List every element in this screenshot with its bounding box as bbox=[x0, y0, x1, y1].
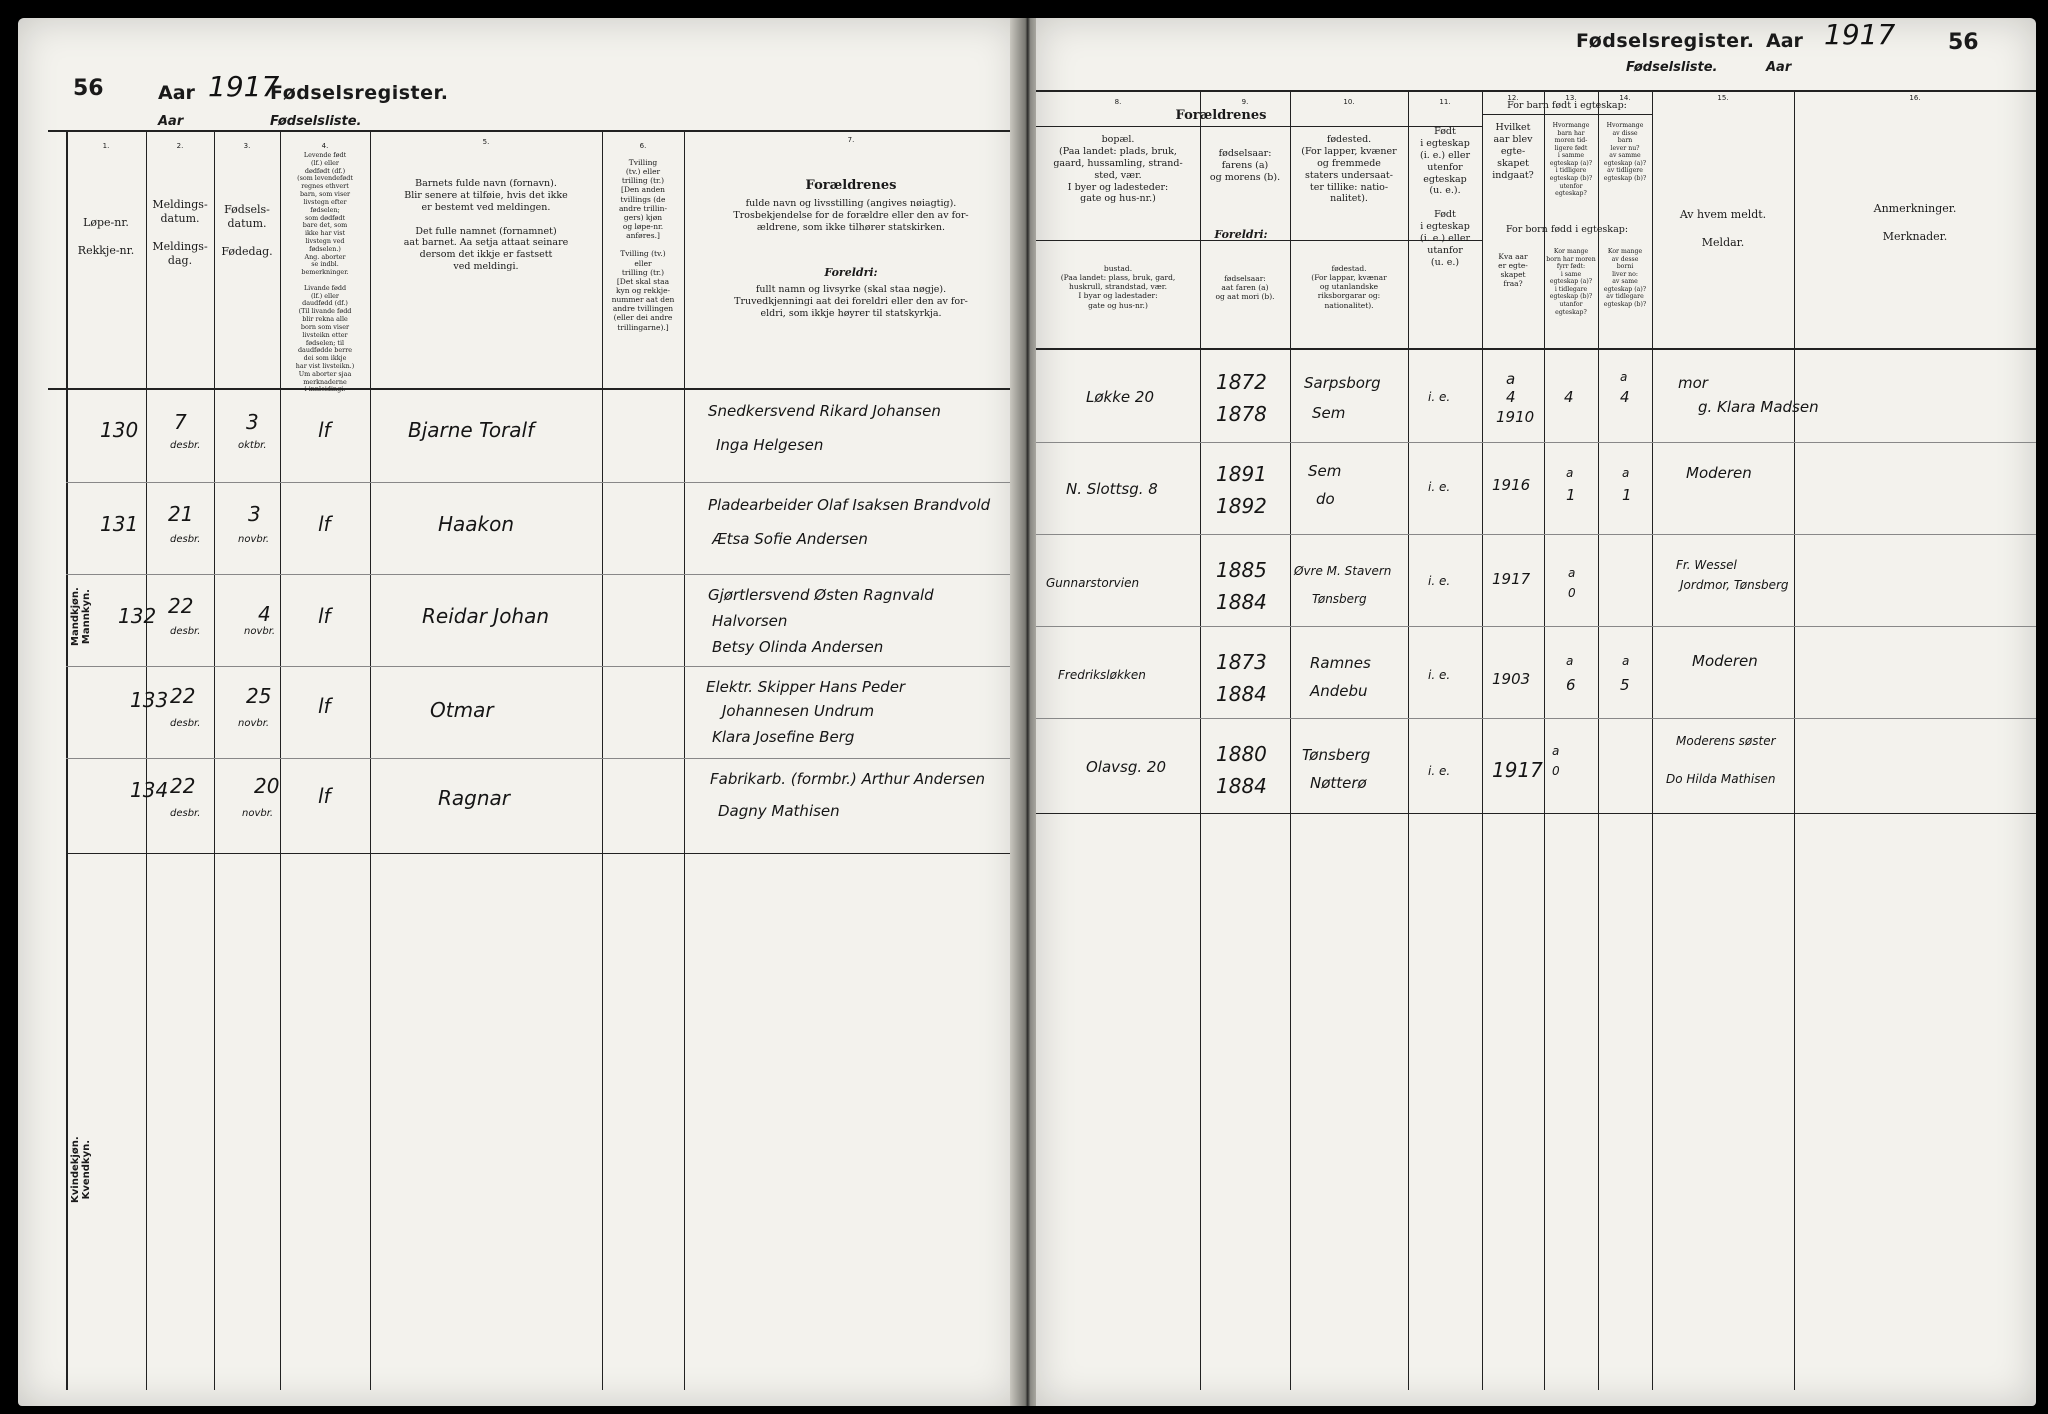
birth-day: 3 bbox=[248, 502, 261, 526]
col-number: 10. bbox=[1343, 98, 1355, 106]
column-rule bbox=[370, 130, 371, 1390]
children-born: 0 bbox=[1568, 586, 1576, 600]
row-rule bbox=[1036, 442, 2036, 443]
col-header-aar-egteskap: Hvilket aar blev egte- skapet indgaat? bbox=[1492, 122, 1534, 181]
father-birth-year: 1880 bbox=[1216, 742, 1267, 766]
col-header-fodestad: fødestad. (For lappar, kvænar og utanlandske riksborgarar og: nationalitet). bbox=[1311, 264, 1387, 310]
melding-month: desbr. bbox=[170, 626, 201, 637]
col-header-lopenr: Løpe-nr. Rekkje-nr. bbox=[77, 216, 135, 258]
column-rule bbox=[1482, 90, 1483, 1390]
column-rule bbox=[1290, 90, 1291, 1390]
col-header-tidligere-barn: Hvormange barn har moren tid- ligere født i samme egteskap (a)? i tidligere egteskap (b)? utenfor egteskap? bbox=[1549, 122, 1593, 198]
register-title: Fødselsregister. bbox=[270, 82, 449, 104]
parent-father: Fabrikarb. (formbr.) Arthur Andersen bbox=[710, 770, 986, 788]
reported-by: Moderen bbox=[1692, 652, 1758, 670]
col-number: 15. bbox=[1717, 94, 1729, 102]
row-rule bbox=[1036, 626, 2036, 627]
children-born: 1 bbox=[1566, 486, 1576, 504]
year-label: Aar bbox=[1766, 30, 1803, 52]
father-birthplace: Sem bbox=[1308, 462, 1342, 480]
children-born: 6 bbox=[1566, 676, 1576, 694]
birth-status: lf bbox=[318, 418, 331, 442]
mother-birthplace: Nøtterø bbox=[1310, 774, 1367, 792]
child-name: Ragnar bbox=[438, 786, 511, 810]
page-number: 56 bbox=[73, 76, 104, 101]
birth-month: novbr. bbox=[238, 534, 270, 545]
group-header-egteskap: For barn født i egteskap: bbox=[1507, 100, 1627, 111]
birth-day: 3 bbox=[246, 410, 259, 434]
row-rule bbox=[66, 574, 1018, 575]
child-name: Reidar Johan bbox=[422, 604, 550, 628]
column-rule bbox=[280, 130, 281, 1390]
children-born: 4 bbox=[1564, 388, 1574, 406]
children-born-a: a 4 bbox=[1506, 370, 1516, 406]
column-rule bbox=[1200, 90, 1201, 1390]
residence: Fredriksløkken bbox=[1058, 668, 1146, 682]
col-header-liver-no: Kor mange av desse borni liver no: av same egteskap (a)? av tidlegare egteskap (b)? bbox=[1603, 248, 1647, 308]
section-divider bbox=[66, 853, 1018, 854]
mother-birth-year: 1892 bbox=[1216, 494, 1267, 518]
col-header-kva-aar: Kva aar er egte- skapet fraa? bbox=[1498, 252, 1528, 289]
column-rule bbox=[684, 130, 685, 1390]
mother-birthplace: Sem bbox=[1312, 404, 1346, 422]
column-rule bbox=[1598, 90, 1599, 1390]
side-label-female: Kvindekjøn. Kvendkyn. bbox=[70, 1136, 92, 1203]
birth-status: lf bbox=[318, 512, 331, 536]
reported-by: mor bbox=[1678, 374, 1708, 392]
col-header-meldt: Av hvem meldt. Meldar. bbox=[1679, 208, 1767, 250]
melding-month: desbr. bbox=[170, 440, 201, 451]
row-rule bbox=[66, 758, 1018, 759]
birth-day: 20 bbox=[254, 774, 280, 798]
col-number: 7. bbox=[847, 136, 855, 144]
row-rule bbox=[1036, 718, 2036, 719]
col-number: 3. bbox=[243, 142, 251, 150]
reported-by: Moderen bbox=[1686, 464, 1752, 482]
birth-status: lf bbox=[318, 694, 331, 718]
child-name: Haakon bbox=[438, 512, 515, 536]
children-alive: 5 bbox=[1620, 676, 1630, 694]
father-birthplace: Sarpsborg bbox=[1304, 374, 1381, 392]
parent-father-cont: Johannesen Undrum bbox=[722, 702, 875, 720]
residence: Løkke 20 bbox=[1086, 388, 1154, 406]
group-header-foraeldrenes: Forældrenes bbox=[1175, 108, 1267, 123]
residence: Gunnarstorvien bbox=[1046, 576, 1140, 590]
entry-number: 134 bbox=[130, 778, 169, 802]
in-wedlock: i. e. bbox=[1428, 480, 1451, 494]
mother-birth-year: 1878 bbox=[1216, 402, 1267, 426]
col-header-fodested: fødested. (For lapper, kvæner og fremmede staters undersaat- ter tillike: natio- nalitet). bbox=[1301, 134, 1397, 205]
father-birthplace: Ramnes bbox=[1310, 654, 1371, 672]
col-header-foreldri-title: Foreldri: bbox=[824, 266, 878, 279]
children-born-a: a bbox=[1566, 466, 1574, 480]
column-rule bbox=[1408, 90, 1409, 1390]
children-alive-a: a bbox=[1620, 370, 1628, 384]
col-number: 12. bbox=[1507, 94, 1519, 102]
column-rule bbox=[602, 130, 603, 1390]
marriage-year: 1917 bbox=[1492, 758, 1543, 782]
col-number: 9. bbox=[1241, 98, 1249, 106]
reported-by: Moderens søster bbox=[1676, 734, 1776, 748]
mother-birthplace: do bbox=[1316, 490, 1335, 508]
header-bottom-rule bbox=[48, 388, 1018, 390]
group-header-foreldri: Foreldri: bbox=[1214, 228, 1268, 241]
birth-month: novbr. bbox=[238, 718, 270, 729]
marriage-year: 1903 bbox=[1492, 670, 1531, 688]
col-header-tvilling: Tvilling (tv.) eller trilling (tr.) [Den anden tvillings (de andre trillin- gers) kjøn og løpe-nr. anføres.] Tvilling (tv.) eller trilling (tr.) [Det skal staa kyn og rekkje- nummer aat den andre tvillingen (eller dei andre trillingarne).] bbox=[611, 158, 675, 332]
parent-father: Gjørtlersvend Østen Ragnvald bbox=[708, 586, 934, 604]
col-header-bopael: bopæl. (Paa landet: plads, bruk, gaard, hussamling, strand- sted, vær. I byer og ladesteder: gate og hus-nr.) bbox=[1053, 134, 1183, 205]
children-born-a: a bbox=[1566, 654, 1574, 668]
marriage-year: 1916 bbox=[1492, 476, 1531, 494]
year-label-sub: Aar bbox=[158, 114, 184, 129]
col-number: 11. bbox=[1439, 98, 1451, 106]
col-header-foraeldrenes: fulde navn og livsstilling (angives nøiagtig). Trosbekjendelse for de forældre eller den av for- ældrene, som ikke tilhører statskirken. bbox=[733, 198, 969, 233]
mother-birth-year: 1884 bbox=[1216, 774, 1267, 798]
birth-day: 25 bbox=[246, 684, 272, 708]
col-header-foreldri: fullt namn og livsyrke (skal staa nøgje). Truvedkjenningi aat dei foreldri eller den av for- eldri, som ikkje høyrer til statskyrkja. bbox=[734, 284, 968, 319]
father-birthplace: Tønsberg bbox=[1302, 746, 1371, 764]
col-header-fodselsaar-nn: fødselsaar: aat faren (a) og aat mori (b). bbox=[1215, 274, 1275, 302]
year-label-sub: Aar bbox=[1766, 60, 1792, 75]
column-rule bbox=[1544, 90, 1545, 1390]
father-birthplace: Øvre M. Stavern bbox=[1294, 564, 1392, 578]
mother-birth-year: 1884 bbox=[1216, 682, 1267, 706]
side-label-male: Mandkjøn. Mannkyn. bbox=[70, 587, 92, 646]
parent-father: Snedkersvend Rikard Johansen bbox=[708, 402, 941, 420]
children-born-a: a bbox=[1568, 566, 1576, 580]
group-header-egteskap-nn: For born fødd i egteskap: bbox=[1505, 224, 1629, 235]
register-subtitle: Fødselsliste. bbox=[1626, 60, 1718, 75]
col-header-fodselsaar: fødselsaar: farens (a) og morens (b). bbox=[1209, 148, 1281, 183]
col-number: 4. bbox=[321, 142, 329, 150]
child-name: Otmar bbox=[430, 698, 494, 722]
parent-mother: Betsy Olinda Andersen bbox=[712, 638, 884, 656]
melding-month: desbr. bbox=[170, 718, 201, 729]
col-header-foraeldrenes-title: Forældrenes bbox=[805, 178, 897, 193]
column-rule bbox=[66, 130, 68, 1390]
father-birth-year: 1872 bbox=[1216, 370, 1267, 394]
column-rule bbox=[1652, 90, 1653, 1390]
col-number: 8. bbox=[1114, 98, 1122, 106]
year-label: Aar bbox=[158, 82, 195, 104]
register-title: Fødselsregister. bbox=[1576, 30, 1755, 52]
col-number: 2. bbox=[176, 142, 184, 150]
entry-number: 133 bbox=[130, 688, 169, 712]
children-alive-a: a bbox=[1622, 654, 1630, 668]
in-wedlock: i. e. bbox=[1428, 574, 1451, 588]
col-number: 5. bbox=[482, 138, 490, 146]
birth-month: oktbr. bbox=[238, 440, 267, 451]
parent-mother: Inga Helgesen bbox=[716, 436, 824, 454]
birth-status: lf bbox=[318, 604, 331, 628]
remarks: g. Klara Madsen bbox=[1698, 398, 1819, 416]
mother-birthplace: Tønsberg bbox=[1312, 592, 1367, 606]
parent-mother: Ætsa Sofie Andersen bbox=[712, 530, 868, 548]
row-rule bbox=[66, 666, 1018, 667]
entry-number: 130 bbox=[100, 418, 139, 442]
col-header-levende-fodt: Levende født (lf.) eller dødfødt (df.) (som levendefødt regnes ethvert barn, som viser livstegn efter fødselen; som dødfødt bare det, som ikke har vist livstegn ved fødselen.) Ang. aborter se indbl. bemerkninger. Livande fødd (lf.) eller daudfødd (df.) (Til livande fødd blir rekna alle born som viser livsteikn etter fødselen; til daudfødde berre dei som ikkje har vist livsteikn.) Um aborter sjaa merknaderne i innleidingi. bbox=[295, 151, 355, 394]
col-number: 1. bbox=[102, 142, 110, 150]
section-divider bbox=[1036, 813, 2036, 814]
remarks: Jordmor, Tønsberg bbox=[1680, 578, 1789, 592]
children-born-a: a bbox=[1552, 744, 1560, 758]
birth-day: 4 bbox=[258, 602, 271, 626]
header-top-rule bbox=[48, 130, 1018, 132]
col-header-egteskap: Født i egteskap (i. e.) eller utenfor egteskap (u. e.). Født i egteskap (i. e.) eller utanfor (u. e.) bbox=[1419, 126, 1470, 268]
in-wedlock: i. e. bbox=[1428, 390, 1451, 404]
child-name: Bjarne Toralf bbox=[408, 418, 535, 442]
birth-month: novbr. bbox=[244, 626, 276, 637]
in-wedlock: i. e. bbox=[1428, 668, 1451, 682]
melding-day: 22 bbox=[170, 684, 196, 708]
year-handwritten: 1917 bbox=[1824, 18, 1896, 51]
parent-father-cont: Halvorsen bbox=[712, 612, 788, 630]
col-header-barnets-navn: Barnets fulde navn (fornavn). Blir senere at tilføie, hvis det ikke er bestemt ved meldingen. Det fulle namnet (fornamnet) aat barnet. Aa setja attaat seinare dersom det ikkje er fastsett ved meldingi. bbox=[403, 178, 569, 273]
col-header-lever-nu: Hvormange av disse barn lever nu? av samme egteskap (a)? av tidligere egteskap (b)? bbox=[1603, 122, 1647, 182]
row-rule bbox=[66, 482, 1018, 483]
children-alive: 4 bbox=[1620, 388, 1630, 406]
column-rule bbox=[214, 130, 215, 1390]
marriage-year: 1910 bbox=[1496, 408, 1535, 426]
melding-month: desbr. bbox=[170, 808, 201, 819]
right-page bbox=[1036, 18, 2036, 1406]
col-number: 16. bbox=[1909, 94, 1921, 102]
year-handwritten: 1917 bbox=[208, 70, 280, 103]
row-rule bbox=[1036, 534, 2036, 535]
children-alive-a: a bbox=[1622, 466, 1630, 480]
column-rule bbox=[146, 130, 147, 1390]
marriage-year: 1917 bbox=[1492, 570, 1531, 588]
melding-month: desbr. bbox=[170, 534, 201, 545]
group-rule bbox=[1482, 114, 1652, 115]
melding-day: 22 bbox=[170, 774, 196, 798]
col-header-anmerkninger: Anmerkninger. Merknader. bbox=[1873, 202, 1957, 244]
col-header-fodselsdatum: Fødsels- datum. Fødedag. bbox=[221, 203, 273, 259]
in-wedlock: i. e. bbox=[1428, 764, 1451, 778]
header-top-rule bbox=[1036, 90, 2036, 92]
col-number: 13. bbox=[1565, 94, 1577, 102]
father-birth-year: 1873 bbox=[1216, 650, 1267, 674]
mother-birth-year: 1884 bbox=[1216, 590, 1267, 614]
left-page bbox=[18, 18, 1018, 1406]
column-rule bbox=[1794, 90, 1795, 1390]
col-header-meldingsdatum: Meldings- datum. Meldings- dag. bbox=[152, 198, 208, 268]
children-born: 0 bbox=[1552, 764, 1560, 778]
col-number: 6. bbox=[639, 142, 647, 150]
parent-mother: Dagny Mathisen bbox=[718, 802, 840, 820]
birth-status: lf bbox=[318, 784, 331, 808]
header-bottom-rule bbox=[1036, 348, 2036, 350]
parent-father: Elektr. Skipper Hans Peder bbox=[706, 678, 906, 696]
parent-father: Pladearbeider Olaf Isaksen Brandvold bbox=[708, 496, 991, 514]
residence: N. Slottsg. 8 bbox=[1066, 480, 1158, 498]
father-birth-year: 1891 bbox=[1216, 462, 1267, 486]
col-header-kor-mange: Kor mange born har moren fyrr født: i same egteskap (a)? i tidlegare egteskap (b)? utanfor egteskap? bbox=[1546, 248, 1596, 316]
mother-birthplace: Andebu bbox=[1310, 682, 1368, 700]
entry-number: 131 bbox=[100, 512, 139, 536]
father-birth-year: 1885 bbox=[1216, 558, 1267, 582]
melding-day: 7 bbox=[174, 410, 187, 434]
melding-day: 22 bbox=[168, 594, 194, 618]
residence: Olavsg. 20 bbox=[1086, 758, 1167, 776]
children-alive: 1 bbox=[1622, 486, 1632, 504]
register-subtitle: Fødselsliste. bbox=[270, 114, 362, 129]
parent-mother: Klara Josefine Berg bbox=[712, 728, 855, 746]
reported-by: Fr. Wessel bbox=[1676, 558, 1737, 572]
col-number: 14. bbox=[1619, 94, 1631, 102]
remarks: Do Hilda Mathisen bbox=[1666, 772, 1776, 786]
col-header-bustad: bustad. (Paa landet: plass, bruk, gard, huskrull, strandstad, vær. I byar og ladestader: gate og hus-nr.) bbox=[1060, 264, 1176, 310]
melding-day: 21 bbox=[168, 502, 194, 526]
page-number: 56 bbox=[1948, 30, 1979, 55]
birth-month: novbr. bbox=[242, 808, 274, 819]
entry-number: 132 bbox=[118, 604, 157, 628]
